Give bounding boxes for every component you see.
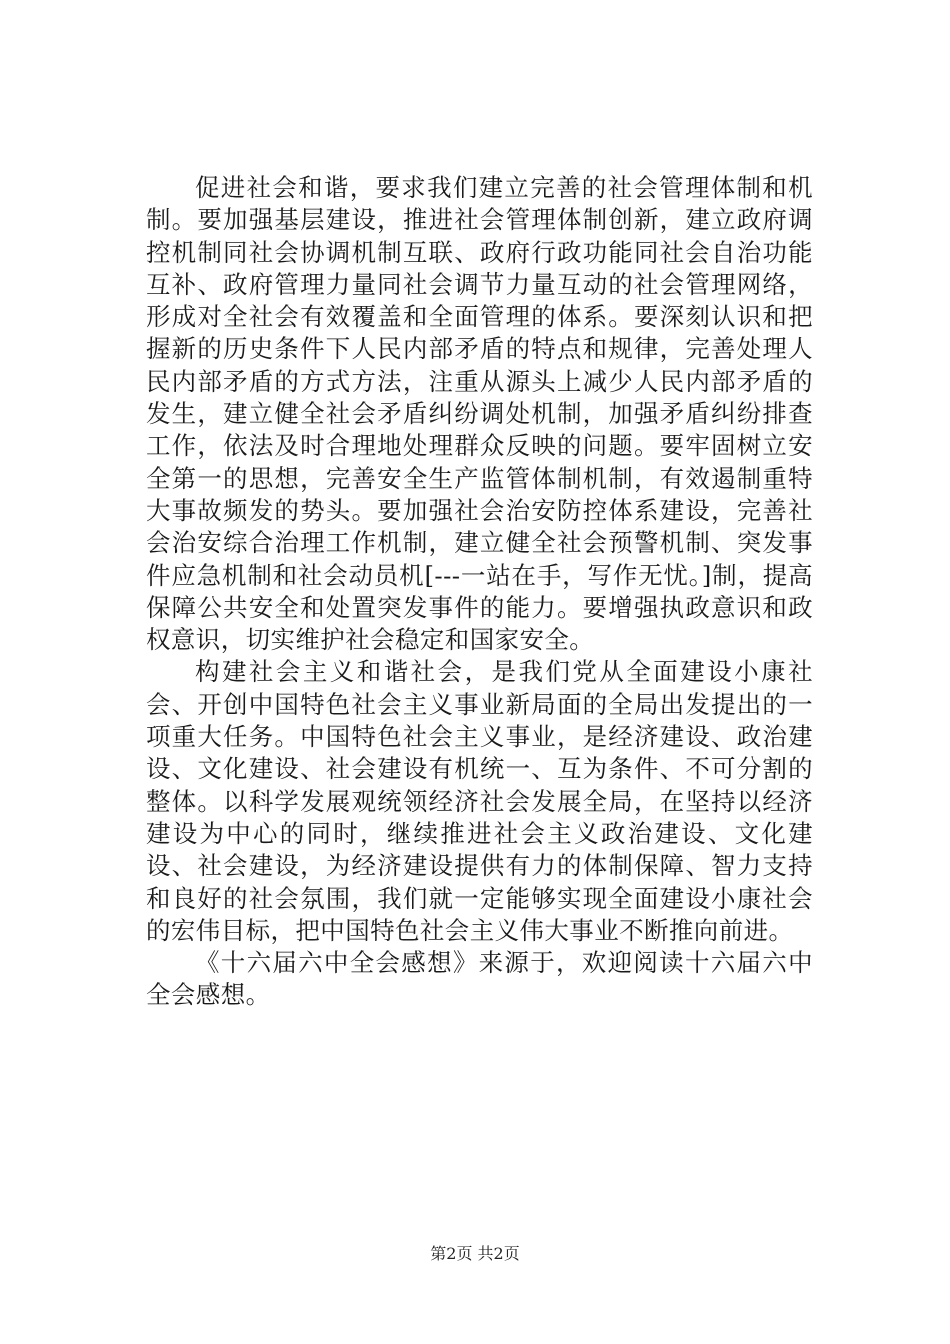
- body-paragraph-3: 《十六届六中全会感想》来源于，欢迎阅读十六届六中全会感想。: [146, 948, 813, 1010]
- page-number-label: 第2页 共2页: [430, 1244, 520, 1263]
- document-body: [146, 172, 813, 1012]
- body-paragraph-1: 促进社会和谐，要求我们建立完善的社会管理体制和机制。要加强基层建设，推进社会管理体制创新，建立政府调控机制同社会协调机制互联、政府行政功能同社会自治功能互补、政府管理力量同社会调节力量互动的社会管理网络，形成对全社会有效覆盖和全面管理的体系。要深刻认识和把握新的历史条件下人民内部矛盾的特点和规律，完善处理人民内部矛盾的方式方法，注重从源头上减少人民内部矛盾的发生，建立健全社会矛盾纠纷调处机制，加强矛盾纠纷排查工作，依法及时合理地处理群众反映的问题。要牢固树立安全第一的思想，完善安全生产监管体制机制，有效遏制重特大事故频发的势头。要加强社会治安防控体系建设，完善社会治安综合治理工作机制，建立健全社会预警机制、突发事件应急机制和社会动员机[---一站在手，写作无忧。]制，提高保障公共安全和处置突发事件的能力。要增强执政意识和政权意识，切实维护社会稳定和国家安全。: [146, 173, 813, 655]
- body-paragraph-2: 构建社会主义和谐社会，是我们党从全面建设小康社会、开创中国特色社会主义事业新局面的全局出发提出的一项重大任务。中国特色社会主义事业，是经济建设、政治建设、文化建设、社会建设有机统一、互为条件、不可分割的整体。以科学发展观统领经济社会发展全局，在坚持以经济建设为中心的同时，继续推进社会主义政治建设、文化建设、社会建设，为经济建设提供有力的体制保障、智力支持和良好的社会氛围，我们就一定能够实现全面建设小康社会的宏伟目标，把中国特色社会主义伟大事业不断推向前进。: [146, 657, 813, 945]
- page-footer: [0, 1244, 950, 1264]
